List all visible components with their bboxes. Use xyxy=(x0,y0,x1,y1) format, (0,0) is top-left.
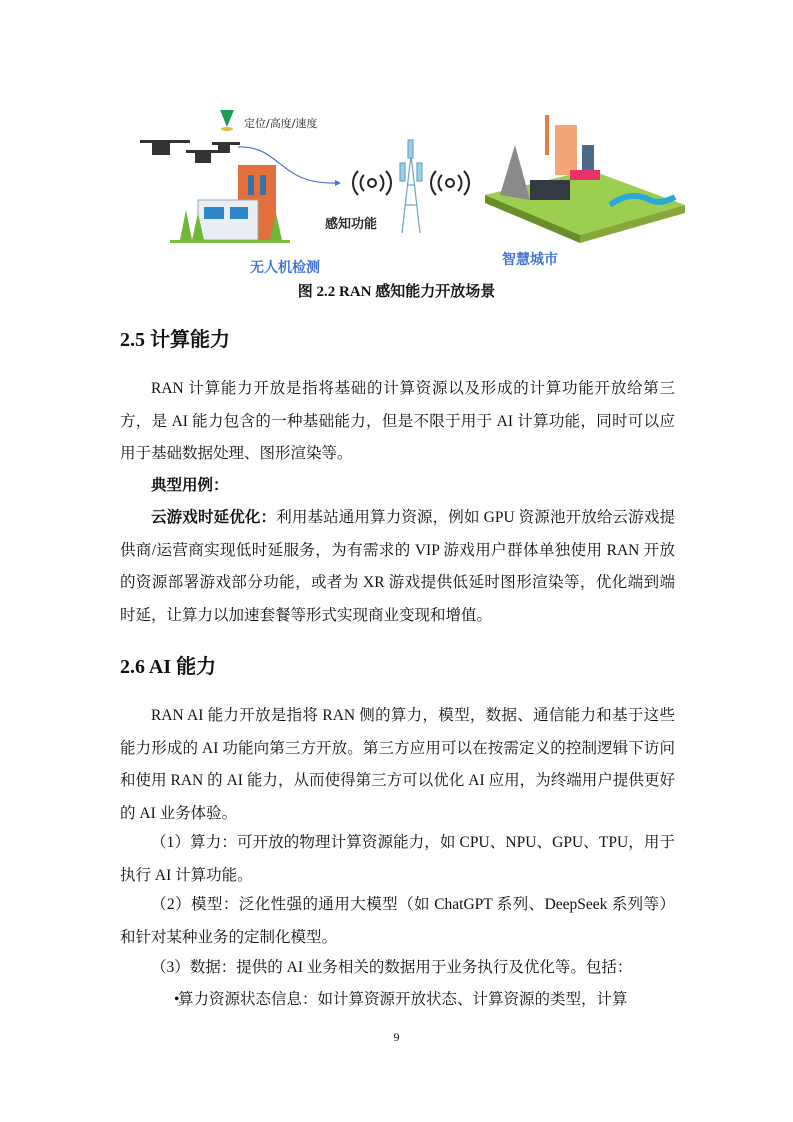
location-marker-icon xyxy=(220,110,234,127)
list-item-data: （3）数据：提供的 AI 业务相关的数据用于业务执行及优化等。包括： xyxy=(151,959,633,976)
paragraph-cloud-gaming xyxy=(120,502,675,632)
figure-label-smart-city: 智慧城市 xyxy=(502,252,558,268)
figure-label-sensing: 感知功能 xyxy=(325,217,378,232)
figure-illustration xyxy=(120,95,700,280)
example-term: 云游戏时延优化： xyxy=(151,509,277,526)
smart-city-illustration xyxy=(485,115,685,243)
section-heading-2-5: 2.5 计算能力 xyxy=(120,329,230,351)
bullet-text: 算力资源状态信息：如计算资源开放状态、计算资源的类型，计算 xyxy=(178,991,628,1008)
cell-tower-icon xyxy=(400,140,422,233)
example-text: 利用基站通用算力资源，例如 GPU 资源池开放给云游戏提供商/运营商实现低时延服务，为有需求的 VIP 游戏用户群体单独使用 RAN 开放的资源部署游戏部分功能，或者为 XR 游戏提供低延时图形渲染等，优化端到端时延，让算力以加速套餐等形式实现商业变现和增值。 xyxy=(120,509,675,624)
list-item-compute: （1）算力：可开放的物理计算资源能力，如 CPU、NPU、GPU、TPU，用于执行 AI 计算功能。 xyxy=(120,834,675,884)
figure-label-drone-metrics: 定位/高度/速度 xyxy=(244,117,318,130)
page-number: 9 xyxy=(393,1030,400,1044)
figure-ran-sensing xyxy=(120,95,700,280)
drone-icon xyxy=(140,140,240,163)
figure-caption: 图 2.2 RAN 感知能力开放场景 xyxy=(297,284,496,300)
list-item-model: （2）模型：泛化性强的通用大模型（如 ChatGPT 系列、DeepSeek 系列等）和针对某种业务的定制化模型。 xyxy=(120,896,675,946)
section-heading-2-6: 2.6 AI 能力 xyxy=(120,656,217,678)
signal-icon xyxy=(353,171,469,195)
paragraph-compute-intro: RAN 计算能力开放是指将基础的计算资源以及形成的计算功能开放给第三方，是 AI 能力包含的一种基础能力，但是不限于用于 AI 计算功能，同时可以应用于基础数据处理、图形渲染等。 xyxy=(120,380,675,462)
bullet-icon: • xyxy=(174,991,180,1008)
example-title: 典型用例： xyxy=(151,477,229,494)
paragraph-ai-intro: RAN AI 能力开放是指将 RAN 侧的算力，模型，数据、通信能力和基于这些能力形成的 AI 功能向第三方开放。第三方应用可以在按需定义的控制逻辑下访问和使用 RAN 的 AI 能力，从而使得第三方可以优化 AI 应用，为终端用户提供更好的 AI 业务体验。 xyxy=(120,707,675,822)
bullet-item-compute-status xyxy=(120,984,675,1017)
figure-label-uav-detection: 无人机检测 xyxy=(250,260,320,276)
